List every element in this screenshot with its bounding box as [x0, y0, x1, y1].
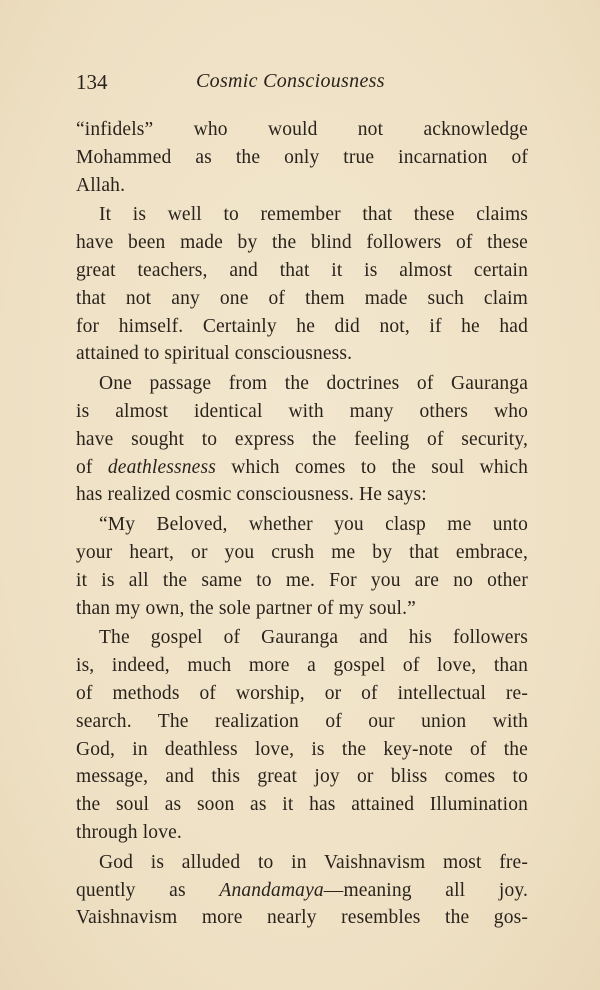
text-line: [76, 595, 528, 623]
text-segment: for himself. Certainly he did not, if he had: [76, 315, 528, 337]
text-line: [76, 454, 528, 482]
text-segment: —meaning all joy.: [323, 879, 529, 901]
text-segment: The gospel of Gauranga and his followers: [99, 627, 528, 649]
text-line: [76, 172, 528, 200]
paragraph: [76, 370, 528, 509]
text-line: [76, 791, 528, 819]
text-line: [76, 340, 528, 368]
text-segment: that not any one of them made such claim: [76, 287, 528, 309]
text-line: [76, 116, 528, 144]
text-line: [76, 877, 528, 905]
text-segment: message, and this great joy or bliss comes to: [76, 766, 528, 788]
text-line: [76, 539, 528, 567]
text-segment: God is alluded to in Vaishnavism most fre-: [99, 851, 528, 873]
text-line: [76, 313, 528, 341]
paragraph: [76, 624, 528, 846]
text-segment: search. The realization of our union with: [76, 710, 528, 732]
text-segment: it is all the same to me. For you are no other: [76, 569, 528, 591]
paragraph: [76, 201, 528, 368]
text-line: [76, 708, 528, 736]
italic-text: Anandamaya: [219, 879, 324, 901]
text-line: [76, 736, 528, 764]
text-line: [76, 904, 528, 932]
text-line: [76, 144, 528, 172]
paragraph: [76, 511, 528, 622]
text-segment: have sought to express the feeling of security,: [76, 428, 528, 450]
text-line: [76, 426, 528, 454]
body-text: [76, 116, 528, 934]
text-line: [76, 398, 528, 426]
text-line: [76, 624, 528, 652]
text-line: [76, 567, 528, 595]
text-segment: great teachers, and that it is almost certain: [76, 259, 528, 281]
text-segment: the soul as soon as it has attained Illumination: [76, 794, 528, 816]
text-line: [76, 819, 528, 847]
text-segment: attained to spiritual consciousness.: [76, 343, 353, 365]
text-line: [76, 652, 528, 680]
text-line: [76, 201, 528, 229]
text-line: [76, 763, 528, 791]
text-segment: have been made by the blind followers of these: [76, 232, 528, 254]
text-segment: It is well to remember that these claims: [99, 204, 528, 226]
text-line: [76, 257, 528, 285]
text-segment: has realized cosmic consciousness. He says:: [76, 484, 427, 506]
text-segment: of: [76, 456, 108, 478]
text-segment: God, in deathless love, is the key-note of the: [76, 738, 528, 760]
paragraph: [76, 116, 528, 199]
text-segment: Allah.: [76, 174, 126, 196]
text-segment: is, indeed, much more a gospel of love, than: [76, 655, 528, 677]
text-segment: quently as: [76, 879, 220, 901]
italic-text: deathlessness: [107, 456, 216, 478]
paragraph: [76, 849, 528, 932]
text-segment: through love.: [76, 821, 182, 843]
text-line: [76, 370, 528, 398]
text-line: [76, 511, 528, 539]
text-segment: which comes to the soul which: [215, 456, 529, 478]
text-segment: is almost identical with many others who: [76, 400, 528, 422]
text-segment: One passage from the doctrines of Gauranga: [99, 373, 528, 395]
text-line: [76, 285, 528, 313]
text-segment: “infidels” who would not acknowledge: [76, 119, 528, 140]
running-header: [76, 70, 528, 100]
text-segment: your heart, or you crush me by that embrace,: [76, 541, 528, 563]
text-line: [76, 849, 528, 877]
text-line: [76, 680, 528, 708]
text-segment: Mohammed as the only true incarnation of: [76, 146, 528, 168]
page-number: 134: [76, 70, 108, 94]
text-segment: “My Beloved, whether you clasp me unto: [99, 514, 528, 536]
text-line: [76, 481, 528, 509]
text-segment: Vaishnavism more nearly resembles the gos-: [76, 907, 528, 929]
text-segment: than my own, the sole partner of my soul.”: [76, 597, 416, 619]
text-line: [76, 229, 528, 257]
text-segment: of methods of worship, or of intellectual re-: [76, 682, 528, 704]
running-title: Cosmic Consciousness: [196, 70, 385, 92]
